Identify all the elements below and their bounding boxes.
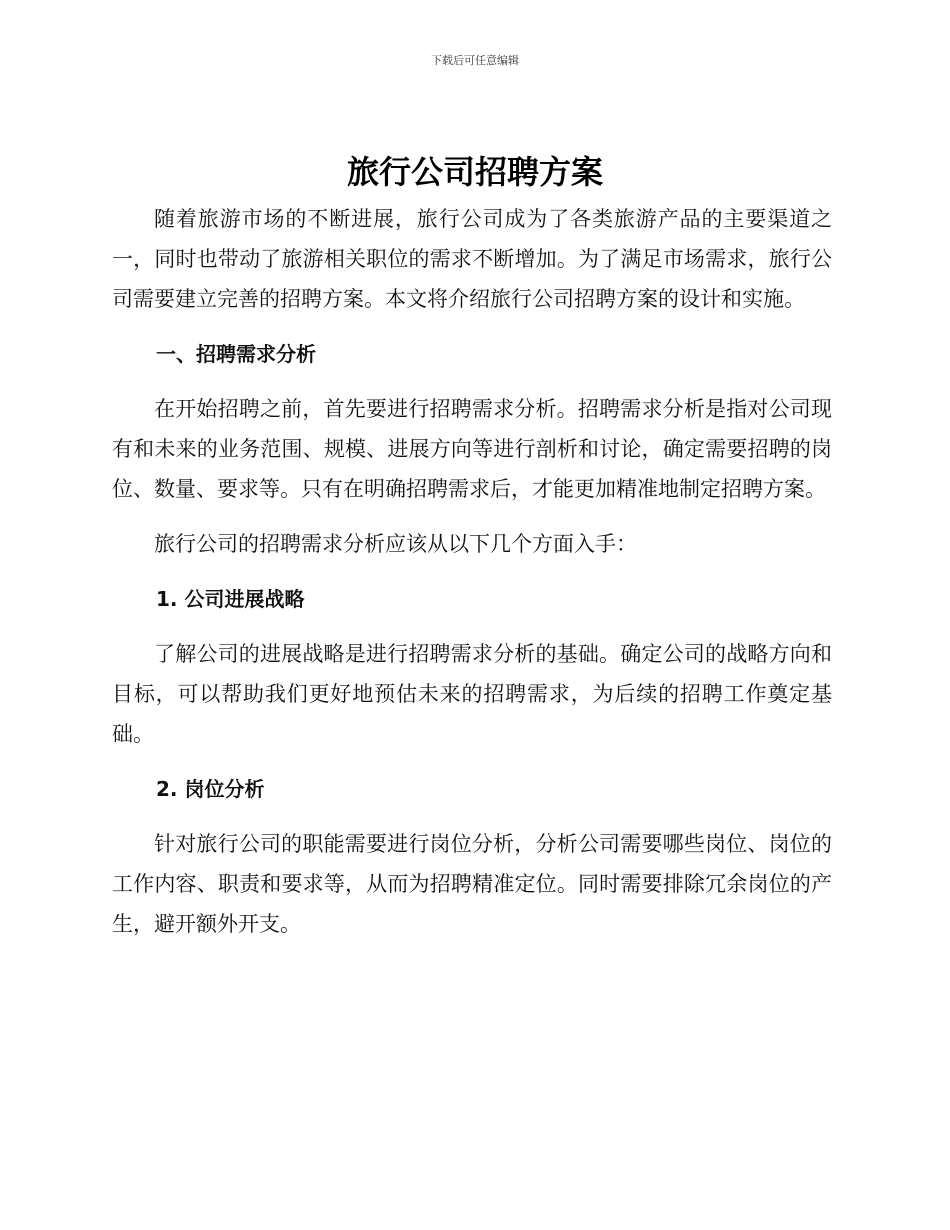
subheading-position-analysis: 2. 岗位分析 bbox=[156, 777, 265, 801]
paragraph-intro: 随着旅游市场的不断进展，旅行公司成为了各类旅游产品的主要渠道之一，同时也带动了旅游相关职位的需求不断增加。为了满足市场需求，旅行公司需要建立完善的招聘方案。本文将介绍旅行公司招聘方案的设计和实施。 bbox=[112, 207, 832, 311]
document-title: 旅行公司招聘方案 bbox=[346, 153, 603, 191]
paragraph-analysis: 在开始招聘之前，首先要进行招聘需求分析。招聘需求分析是指对公司现有和未来的业务范围、规模、进展方向等进行剖析和讨论，确定需要招聘的岗位、数量、要求等。只有在明确招聘需求后，才能更加精准地制定招聘方案。 bbox=[112, 397, 832, 501]
page-header-note: 下载后可任意编辑 bbox=[431, 54, 519, 67]
paragraph-strategy: 了解公司的进展战略是进行招聘需求分析的基础。确定公司的战略方向和目标，可以帮助我们更好地预估未来的招聘需求，为后续的招聘工作奠定基础。 bbox=[112, 642, 832, 746]
section-heading-recruitment-analysis: 一、招聘需求分析 bbox=[156, 342, 316, 366]
paragraph-aspects: 旅行公司的招聘需求分析应该从以下几个方面入手： bbox=[154, 532, 637, 556]
paragraph-position: 针对旅行公司的职能需要进行岗位分析，分析公司需要哪些岗位、岗位的工作内容、职责和要求等，从而为招聘精准定位。同时需要排除冗余岗位的产生，避开额外开支。 bbox=[112, 832, 832, 936]
subheading-company-strategy: 1. 公司进展战略 bbox=[156, 587, 305, 611]
document-body bbox=[112, 199, 832, 944]
